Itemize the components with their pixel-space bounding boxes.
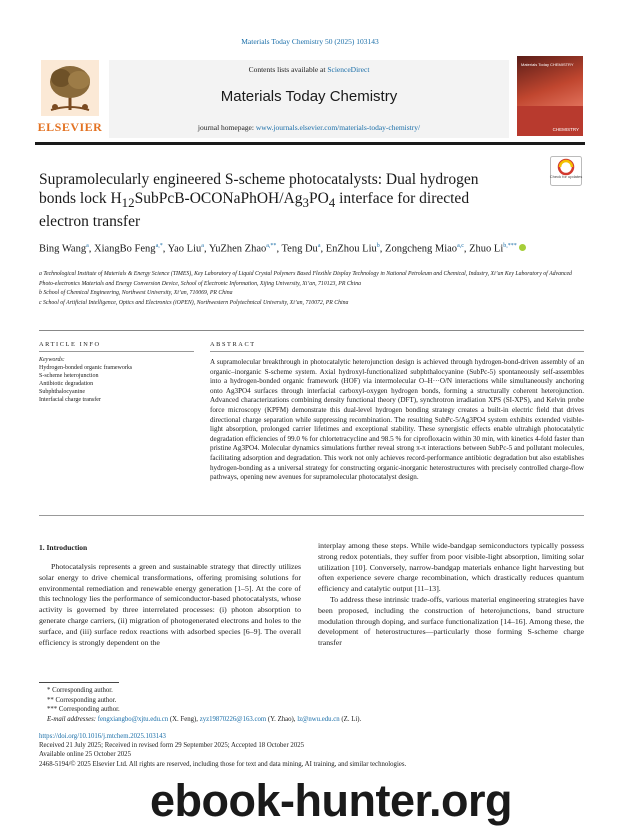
contents-prefix: Contents lists available at xyxy=(248,65,328,74)
abstract-bottom-rule xyxy=(39,515,584,516)
article-info-rule xyxy=(39,351,194,352)
keyword-item: S-scheme heterojunction xyxy=(39,373,99,379)
journal-cover[interactable] xyxy=(517,56,583,136)
keyword-item: Hydrogen-bonded organic frameworks xyxy=(39,365,133,371)
received-dates: Received 21 July 2025; Received in revised form 29 September 2025; Accepted 18 October 2025 xyxy=(39,742,305,750)
author-name[interactable]: XiangBo Feng xyxy=(94,243,156,255)
section-divider xyxy=(39,330,584,331)
footnote: *** Corresponding author. xyxy=(47,706,120,713)
doi-link[interactable]: https://doi.org/10.1016/j.mtchem.2025.103143 xyxy=(39,733,166,740)
keyword-item: Subphthalocyanine xyxy=(39,389,85,395)
intro-left-column xyxy=(39,562,301,648)
author-affiliation-marker[interactable]: b,*** xyxy=(503,243,517,249)
copyright-line: 2468-5194/© 2025 Elsevier Ltd. All rights are reserved, including those for text and data mining, AI training, and similar technologies. xyxy=(39,760,407,768)
email-owner: (Z. Li). xyxy=(339,715,362,723)
footnote-rule xyxy=(39,682,119,683)
keywords-label: Keywords: xyxy=(39,357,65,363)
author-name[interactable]: Bing Wang xyxy=(39,243,87,255)
title-part-1: Supramolecularly engineered S-scheme photocatalysts: Dual hydrogen bonds lock H xyxy=(39,171,479,207)
author-affiliation-marker[interactable]: a,c xyxy=(457,243,464,249)
footnotes xyxy=(39,686,584,724)
title-part-2: SubPcB-OCONaPhOH/Ag xyxy=(134,190,303,207)
available-date: Available online 25 October 2025 xyxy=(39,751,131,759)
email-owner: (Y. Zhao), xyxy=(266,715,298,723)
email-link[interactable]: lz@nwu.edu.cn xyxy=(297,715,340,723)
journal-banner xyxy=(109,60,509,138)
email-link[interactable]: fengxiangbo@xjtu.edu.cn xyxy=(97,715,169,723)
affiliation-c: c School of Artificial Intelligence, Optics and Electronics (iOPEN), Northwestern Polytechnical University, Xi’an, 710072, PR China xyxy=(39,299,349,306)
elsevier-logo[interactable] xyxy=(35,56,105,136)
author-name[interactable]: Yao Liu xyxy=(167,243,202,255)
keyword-item: Interfacial charge transfer xyxy=(39,397,101,403)
sciencedirect-link[interactable]: ScienceDirect xyxy=(327,65,370,74)
title-part-4: interface for directed electron transfer xyxy=(39,190,470,231)
homepage-line xyxy=(109,123,509,132)
email-link[interactable]: zyz19870226@163.com xyxy=(199,715,267,723)
contents-line xyxy=(109,65,509,74)
intro-paragraph: Photocatalysis represents a green and sustainable strategy that directly utilizes solar energy to drive chemical transformations, offering promising solutions for environmental remediation and renewable energy generation [1–5]. At the core of this technology lies the performance of semiconductor-based photocatalysts, whose activity is governed by three interrelated processes: (i) photon absorption to generate charge carriers, (ii) migration of photogenerated electrons and holes to the surface, and (iii) surface redox reactions with adsorbed species [6–9]. The overall efficiency is strongly dependent on the xyxy=(39,562,301,647)
article-title xyxy=(39,170,509,231)
title-sub-1: 12 xyxy=(121,195,135,211)
article-info-heading: ARTICLE INFO xyxy=(39,341,101,348)
journal-citation[interactable]: Materials Today Chemistry 50 (2025) 103143 xyxy=(241,37,379,46)
title-part-3: PO xyxy=(308,190,329,207)
author-name[interactable]: YuZhen Zhao xyxy=(208,243,267,255)
publisher-name: ELSEVIER xyxy=(37,120,103,134)
author-affiliation-marker[interactable]: a xyxy=(86,243,89,249)
title-sub-3: 4 xyxy=(328,195,336,211)
journal-title: Materials Today Chemistry xyxy=(220,88,398,105)
homepage-prefix: journal homepage: xyxy=(197,123,256,132)
abstract-text: A supramolecular breakthrough in photocatalytic heterojunction design is achieved through hydrogen-bond-driven assembly of an organic–inorganic S-scheme system. Axial hydroxyl-functionalized subphthalocyanine (SubPc-5) spontaneously self-assembles into a hydrogen-bonded organic framework (HOF) via intermolecular O–H···O/N interactions while simultaneously anchoring onto Ag3PO4 surfaces through interfacial carboxyl-oxygen hydrogen bonds, forming a structurally coherent heterojunction. Advanced characterizations combining density functional theory (DFT), synchrotron irradiation XPS (SI-XPS), and Kelvin probe force microscopy (KPFM) demonstrate this dual-level hydrogen bonding strategy creates a built-in electric field that drives directional charge separation while suppressing recombination. The resulting SubPc-5/Ag3PO4 system exhibits extended visible-light absorption, prolonged carrier lifetimes and exceptional stability. These synergistic effects enable ultrahigh photocatalytic degradation efficiencies of 99.0 % for chlortetracycline and 98.5 % for ciprofloxacin within 30 min, with kinetics 4-fold faster than pristine Ag3PO4. Molecular dynamics simulations further reveal strong π-π interactions between SubPc-5 and pollutant molecules, facilitating adsorption and degradation. This work not only achieves record-performance antibiotic degradation but also establishes hydrogen-bonding as a universal strategy for constructing organic-inorganic heterostructures with precisely controlled charge-flow pathways, opening new avenues for supramolecular photocatalyst design. xyxy=(210,358,584,482)
watermark: ebook-hunter.org xyxy=(150,775,512,826)
abstract-rule xyxy=(210,351,584,352)
introduction-heading: 1. Introduction xyxy=(39,543,88,552)
cover-label: CHEMISTRY xyxy=(552,127,579,132)
affiliations xyxy=(39,270,584,308)
author-name[interactable]: Zongcheng Miao xyxy=(385,243,458,255)
title-sub-2: 3 xyxy=(302,195,309,211)
footnote: ** Corresponding author. xyxy=(47,696,117,704)
email-line xyxy=(39,715,584,725)
author-affiliation-marker[interactable]: a,* xyxy=(155,243,163,249)
intro-paragraph: To address these intrinsic trade-offs, various material engineering strategies have been proposed, including the construction of heterojunctions, band structure modulation through doping, and surface functionalization [14–16]. Among these, the development of heterostructures—particularly those forming S-scheme charge transfer xyxy=(318,594,584,648)
email-owner: (X. Feng), xyxy=(168,715,200,723)
author-affiliation-marker[interactable]: a xyxy=(317,243,321,249)
publication-info xyxy=(39,732,584,769)
author-name[interactable]: Zhuo Li xyxy=(469,243,504,255)
affiliation-b: b School of Chemical Engineering, Northwest University, Xi’an, 710069, PR China xyxy=(39,290,233,296)
cover-text: Materials Today CHEMISTRY xyxy=(521,62,574,67)
keyword-item: Antibiotic degradation xyxy=(39,381,94,387)
intro-paragraph: interplay among these steps. While wide-bandgap semiconductors typically possess strong redox potentials, they suffer from poor visible-light absorption, limiting solar utilization [10]. Conversely, narrow-bandgap materials enhance light harvesting but often experience severe charge recombination, which drastically reduces quantum efficiency and catalytic output [11–13]. xyxy=(318,541,584,594)
author-affiliation-marker[interactable]: b xyxy=(376,243,380,249)
orcid-icon[interactable] xyxy=(519,244,526,251)
header-rule xyxy=(35,142,585,145)
author-name[interactable]: Teng Du xyxy=(281,243,318,255)
author-affiliation-marker[interactable]: a,** xyxy=(266,243,277,249)
footnote: * Corresponding author. xyxy=(47,687,113,694)
check-for-updates-icon[interactable] xyxy=(550,156,582,186)
author-list: Bing Wang$^a$, XiangBo Feng$^{a,*}$, Yao Liu$^a$, YuZhen Zhao$^{a,**}$, Teng Du$^a$, EnZhou Liu$^b$, Zongcheng Miao$^{a,c}$, Zhuo $Li^{b,***}$ xyxy=(39,238,559,258)
affiliation-a: a Technological Institute of Materials & Energy Science (TIMES), Key Laboratory of Liquid Crystal Polymers Based Flexible Display Technology in National Petroleum and Chemical, Industry, Xi’an Key Laboratory of Advanced Photo-electronics Materials and Energy Conversion Device, School of Electronic Information, Xijing University, Xi’an, 710123, PR China xyxy=(39,271,572,287)
email-label: E-mail addresses: xyxy=(47,715,98,723)
homepage-link[interactable]: www.journals.elsevier.com/materials-today-chemistry/ xyxy=(255,123,421,132)
keywords-block xyxy=(39,356,199,404)
abstract-heading: ABSTRACT xyxy=(210,341,256,348)
journal-masthead xyxy=(35,56,585,138)
author-name[interactable]: EnZhou Liu xyxy=(325,243,377,255)
author-affiliation-marker[interactable]: a xyxy=(201,243,204,249)
check-for-updates-label: Check for updates xyxy=(549,174,583,179)
elsevier-tree-icon xyxy=(41,60,99,116)
intro-right-column xyxy=(318,541,584,649)
